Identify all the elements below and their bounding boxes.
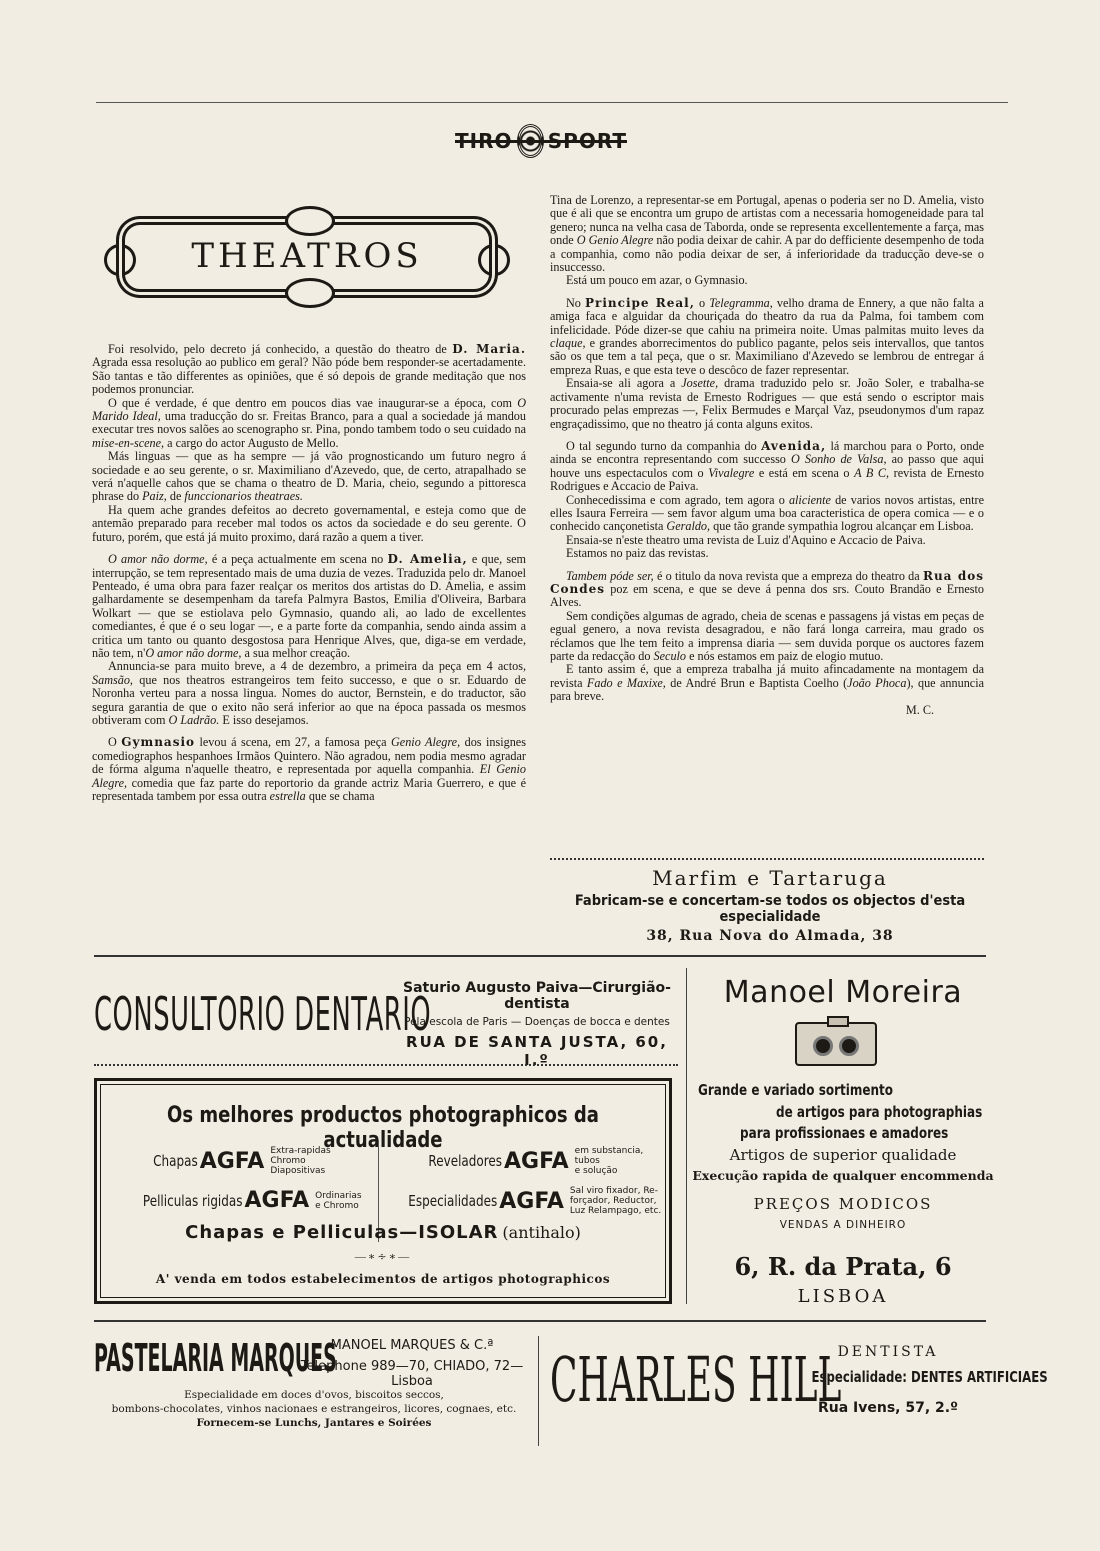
paragraph: E tanto assim é, que a empreza trabalha já muito afincadamente na montagem da revista Fado e Maxixe, de André Brun e Baptista Coelho (João Phoca), que annuncia para breve. [550,662,984,704]
ad-moreira-name: Manoel Moreira [723,975,963,1010]
paragraph: Annuncia-se para muito breve, a 4 de dezembro, a primeira da peça em 4 actos, Samsão, que nos theatros estrangeiros tem feito successo, e que o sr. Eduardo de Noronha verteu para a nossa lingua. Nomes do auctor, Bernstein, e do traductor, são segura garantia de que o exito não será inferior ao que na época passada os mesmos obtiveram com O Ladrão. E isso desejamos. [92,659,526,727]
ad-photo-footer: A' venda em todos estabelecimentos de artigos photographicos [155,1272,611,1286]
ad-moreira-line: de artigos para photographias [776,1103,983,1121]
ad-moreira-city: LISBOA [797,1286,889,1307]
ad-marfim-line: Fabricam-se e concertam-se todos os objectos d'esta especialidade [574,893,966,925]
camera-icon [795,1022,877,1066]
ad-marfim-address: 38, Rua Nova do Almada, 38 [646,928,894,944]
paragraph: Estamos no paiz das revistas. [566,546,709,561]
ad-photo-heading: Os melhores productos photographicos da actualidade [167,1103,599,1153]
article-left-column [92,343,526,803]
flourish-ornament-icon [285,206,335,236]
ad-dentario-info [392,980,682,1069]
ad-moreira-line: VENDAS A DINHEIRO [779,1219,907,1231]
product-item: Reveladores AGFA em substancia, tubos e solução [428,1146,644,1176]
masthead-left: TIRO [455,129,513,153]
paragraph: O que é verdade, é que dentro em poucos dias vae inaugurar-se a época, com O Marido Ideal, uma traducção do sr. Freitas Branco, para a qual a sociedade já mandou executar tres novos salões ao scenographo sr. Pina, pondo tambem todo o seu cuidado na mise-en-scene, a cargo do actor Augusto de Mello. [92,395,526,450]
product-item: Especialidades AGFA Sal viro fixador, Re- forçador, Reductor, Luz Relampago, etc. [408,1186,662,1216]
ad-pastelaria-owner: MANOEL MARQUES & C.ª [330,1338,494,1353]
paragraph: O tal segundo turno da companhia do Avenida, lá marchou para o Porto, onde ainda se encontra representando com successo O Sonho de Valsa, ao passo que aqui houve uns espectaculos com o Vivalegre e está em scena o A B C, revista de Ernesto Rodrigues e Accacio de Paiva. [550,438,985,494]
vertical-divider [686,968,687,1304]
ad-charles-specialty: Especialidade: DENTES ARTIFICIAES [811,1368,1048,1386]
paragraph: Ensaia-se ali agora a Josette, drama traduzido pelo sr. João Soler, e trabalha-se activamente n'uma revista de Ernesto Rodrigues — que está sendo o escriptor mais procurado pelas emprezas —, Felix Bermudes e Marçal Vaz, pseudonymos d'um rapaz engraçadissimo, que no theatro já conta alguns exitos. [550,376,984,431]
paragraph: Conhecedissima e com agrado, tem agora o aliciente de varios novos artistas, entre elles Isaura Ferreira — sem favor algum uma boa caracteristica de opera comica — e o conhecido cançonetista Geraldo, que tão grande sympathia logrou alcançar em Lisboa. [550,492,984,534]
ad-moreira-prices: PREÇOS MODICOS [753,1195,933,1213]
ad-moreira-line: Execução rapida de qualquer encommenda [692,1168,994,1183]
section-banner [100,192,514,322]
masthead-logo [455,118,627,164]
vertical-divider [538,1336,539,1446]
divider [94,1064,678,1066]
target-icon [517,124,544,158]
paragraph: Ha quem ache grandes defeitos ao decreto governamental, e esteja como que de antemão preparado para receber mal todos os actos da sociedade e do seu gerente. O futuro, porém, que está já muito proximo, dará razão a quem a tiver. [92,502,526,544]
paragraph: Está um pouco em azar, o Gymnasio. [566,273,748,288]
ad-dentario-name: Saturio Augusto Paiva—Cirurgião-dentista [403,980,671,1012]
ad-charles-title: DENTISTA [837,1344,939,1360]
paragraph: No Principe Real, o Telegramma, velho drama de Ennery, a que não falta a amiga faca e alguidar da chouriçada do theatro da rua da Palma, foi tambem com infelicidade. Póde dizer-se que cahiu na primeira noite. Umas palmitas muito leves da claque, e grandes aborrecimentos do publico pagante, pelos seis intervallos, que tantos são os que tem a tal peça, que o sr. Maximiliano d'Azevedo se lembrou de entregar á empreza Ruas, e que esta teve o descôco de fazer representar. [550,295,984,377]
ad-marfim [556,866,984,944]
ad-charles-name: CHARLES HILL [550,1343,842,1416]
product-item: Pelliculas rigidas AGFA Ordinarias e Chromo [142,1188,362,1213]
paragraph: Sem condições algumas de agrado, cheia de scenas e passagens já vistas em peças de egual genero, a nova revista desagradou, e não fará longa carreira, mau grado os réclamos que lhe tem feito a imprensa diaria — sem duvida porque os auctores fazem parte da redacção do Seculo e nós estamos em paiz de elogio mutuo. [550,608,984,663]
paragraph: Foi resolvido, pelo decreto já conhecido, a questão do theatro de D. Maria. Agrada essa resolução ao publico em geral? Não póde bem responder-se acertadamente. São tantas e tão differentes as opiniões, que é só depois de grande meditação que nos podemos pronunciar. [92,342,526,397]
ad-moreira-address: 6, R. da Prata, 6 [734,1252,952,1281]
ad-pastelaria-desc: Especialidade em doces d'ovos, biscoitos seccos, [184,1389,444,1401]
ad-moreira-line: para profissionaes e amadores [740,1124,949,1142]
flourish-ornament-icon [285,278,335,308]
product-item: Chapas AGFA Extra-rapidas Chromo Diapositivas [153,1146,331,1176]
ad-pastelaria-desc: Fornecem-se Lunchs, Jantares e Soirées [196,1417,432,1429]
article-right-column [550,194,984,717]
ad-pastelaria-phone: Telephone 989—70, CHIADO, 72—Lisboa [300,1359,524,1389]
ad-moreira-line: Artigos de superior qualidade [729,1146,957,1164]
ad-dentario-address: RUA DE SANTA JUSTA, 60, I.º [406,1033,668,1069]
divider [550,858,984,860]
paragraph: Ensaia-se n'este theatro uma revista de Luiz d'Aquino e Accacio de Paiva. [566,532,926,547]
divider [94,955,986,957]
masthead-right: SPORT [547,129,627,153]
paragraph: O Gymnasio levou á scena, em 27, a famosa peça Genio Alegre, dos insignes comediographos hespanhoes Irmãos Quintero. Não agradou, nem podia mesmo agradar de fórma alguma n'aquelle theatro, e representada por aquella companhia. El Genio Alegre, comedia que faz parte do reportorio da grande actriz Maria Guerrero, e que é representada tambem por essa outra estrella que se chama [92,735,526,803]
paragraph: O amor não dorme, é a peça actualmente em scena no D. Amelia, e que, sem interrupção, se tem representado mais de uma duzia de vezes. Traduzida pelo dr. Manoel Penteado, é uma obra para fazer realçar os meritos dos artistas do D. Amelia, e assim galhardamente se desempenham da tarefa Palmyra Bastos, Emilia d'Oliveira, Barbara Wolkart — que se estiolava pelo Gymnasio, quando ali, ao lado de excellentes comediantes, é que é o seu logar —, e a parte forte da companhia, sendo ainda assim a critica um tanto ou quanto desgostosa para Henrique Alves, que, diga-se em verdade, não tem, n'O amor não dorme, a sua melhor creação. [92,552,527,660]
ad-marfim-title: Marfim e Tartaruga [652,866,888,890]
ad-moreira-line: Grande e variado sortimento [698,1081,894,1099]
paragraph: Tina de Lorenzo, a representar-se em Portugal, apenas o poderia ser no D. Amelia, visto que é ali que se encontra um grupo de artistas com a necessaria homogeneidade para tal genero; nunca na velha casa de Taborda, onde se representa excellentemente a farça, mas onde O Genio Alegre não podia deixar de cahir. A par do defficiente desempenho de toda a companhia, como não podia deixar de ser, á inferioridade da traducção deve-se o insuccesso. [550,193,984,275]
ornament-divider: —∗∻∗— [354,1251,412,1263]
ad-pastelaria-title: PASTELARIA MARQUES [94,1336,337,1380]
ad-dentario-title: CONSULTORIO DENTARIO [94,987,432,1041]
ad-charles-info [790,1344,1048,1416]
top-rule [96,102,1008,103]
ad-charles-address: Rua Ivens, 57, 2.º [817,1400,959,1416]
ad-photo-isolar: Chapas e Pelliculas—ISOLAR (antihalo) [185,1222,581,1243]
ad-moreira [690,975,996,1010]
paragraph: Tambem póde ser, é o titulo da nova revista que a empreza do theatro da Rua dos Condes poz em scena, e que se deve á penna dos srs. Couto Brandão e Ernesto Alves. [550,568,984,610]
article-signature: M. C. [905,702,934,717]
ad-dentario-sub: Pela escola de Paris — Doenças de bocca e dentes [404,1016,670,1028]
paragraph: Más linguas — que as ha sempre — já vão prognosticando um futuro negro á sociedade e ao seu gerente, o sr. Maximiliano d'Azevedo, que, de certo, atrapalhado se verá n'aquelle cahos que se chama o theatro de D. Maria, cheio, segundo a pittoresca phrase do Paiz, de funccionarios theatraes. [92,449,526,504]
divider [94,1320,986,1322]
ad-pastelaria-desc: bombons-chocolates, vinhos nacionaes e estrangeiros, licores, cognaes, etc. [111,1403,517,1415]
section-title: THEATROS [191,236,423,276]
